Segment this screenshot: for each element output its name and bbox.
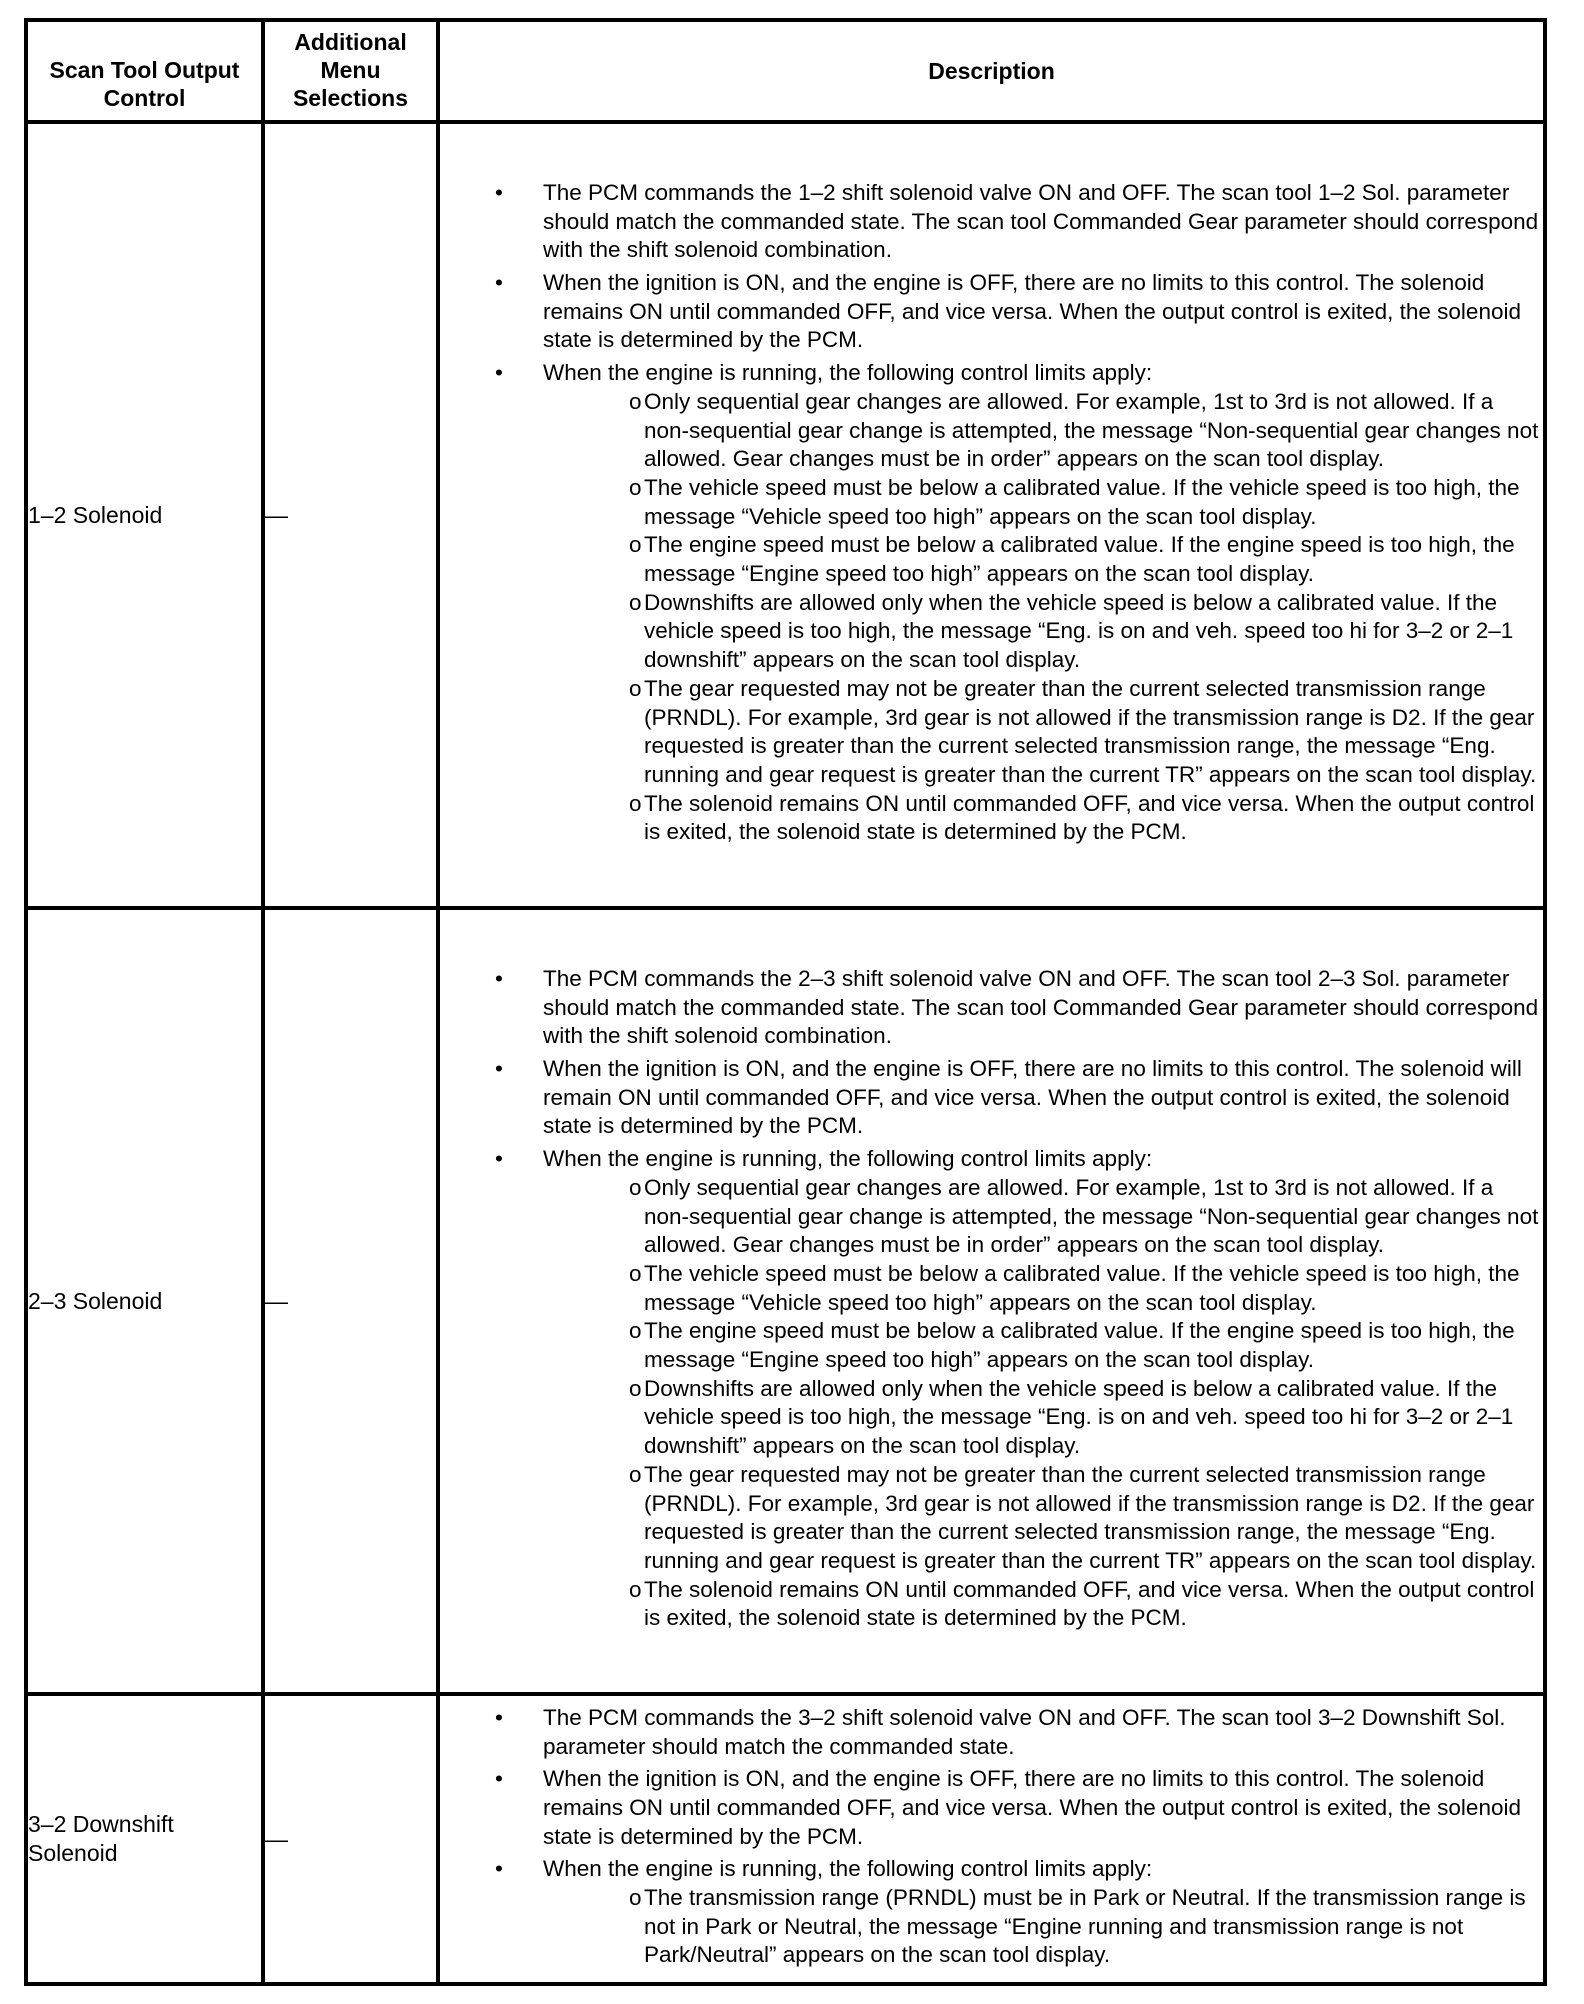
menu-selection: — [263, 908, 438, 1694]
sub-bullet-item: o The vehicle speed must be below a calibrated value. If the vehicle speed is too high, the message “Vehicle speed too high” appears on the scan tool display. [629, 474, 1520, 529]
table-row [26, 122, 1545, 908]
sub-bullet-item: o The vehicle speed must be below a calibrated value. If the vehicle speed is too high, the message “Vehicle speed too high” appears on the scan tool display. [629, 1260, 1520, 1315]
bullet-item: • When the ignition is ON, and the engine is OFF, there are no limits to this control. The solenoid remains ON until commanded OFF, and vice versa. When the output control is exited, the solenoid state is determined by the PCM. [495, 1766, 1521, 1849]
sub-bullet-item: o The engine speed must be below a calibrated value. If the engine speed is too high, the message “Engine speed too high” appears on the scan tool display. [629, 532, 1515, 587]
bullet-item: • When the engine is running, the following control limits apply: o Only sequential gear changes are allowed. For example, 1st to 3rd is not allowed. If a non-sequential gear change is attempted, the message “Non-sequential gear changes not allowed. Gear changes must be in order” appears on the scan tool display. o The vehicle speed must be below a calibrated value. If the vehicle speed is too high, the message “Vehicle speed too high” appears on the scan tool display. o The engine speed must be below a calibrated value. If the engine speed is too high, the message “Engine speed too high” appears on the scan tool display. o Downshifts are allowed only when the vehicle speed is below a calibrated value. If the vehicle speed is too high, the message “Eng. is on and veh. speed too hi for 3–2 or 2–1 downshift” appears on the scan tool display. o The gear requested may not be greater than the current selected transmission range (PRNDL). For example, 3rd gear is not allowed if the transmission range is D2. If the gear requested is greater than the current selected transmission range, the message “Eng. running and gear request is greater than the current TR” appears on the scan tool display. o The solenoid remains ON until commanded OFF, and vice versa. When the output control is exited, the solenoid state is determined by the PCM. [440, 359, 1543, 847]
output-control-table [24, 18, 1547, 1986]
bullet-item: • When the ignition is ON, and the engine is OFF, there are no limits to this control. The solenoid remains ON until commanded OFF, and vice versa. When the output control is exited, the solenoid state is determined by the PCM. [495, 270, 1521, 353]
sub-bullet-item: o The solenoid remains ON until commanded OFF, and vice versa. When the output control is exited, the solenoid state is determined by the PCM. [629, 790, 1535, 845]
sub-bullet-item: o The engine speed must be below a calibrated value. If the engine speed is too high, the message “Engine speed too high” appears on the scan tool display. [629, 1318, 1515, 1373]
description-cell [438, 1694, 1545, 1984]
menu-selection: — [263, 1694, 438, 1984]
table-row [26, 1694, 1545, 1984]
table-row [26, 908, 1545, 1694]
sub-bullet-item: o Only sequential gear changes are allowed. For example, 1st to 3rd is not allowed. If a non-sequential gear change is attempted, the message “Non-sequential gear changes not allowed. Gear changes must be in order” appears on the scan tool display. [629, 388, 1539, 472]
sub-bullet-item: o The gear requested may not be greater than the current selected transmission range (PRNDL). For example, 3rd gear is not allowed if the transmission range is D2. If the gear requested is greater than the current selected transmission range, the message “Eng. running and gear request is greater than the current TR” appears on the scan tool display. [629, 675, 1537, 787]
bullet-item: • When the engine is running, the following control limits apply: o Only sequential gear changes are allowed. For example, 1st to 3rd is not allowed. If a non-sequential gear change is attempted, the message “Non-sequential gear changes not allowed. Gear changes must be in order” appears on the scan tool display. o The vehicle speed must be below a calibrated value. If the vehicle speed is too high, the message “Vehicle speed too high” appears on the scan tool display. o The engine speed must be below a calibrated value. If the engine speed is too high, the message “Engine speed too high” appears on the scan tool display. o Downshifts are allowed only when the vehicle speed is below a calibrated value. If the vehicle speed is too high, the message “Eng. is on and veh. speed too hi for 3–2 or 2–1 downshift” appears on the scan tool display. o The gear requested may not be greater than the current selected transmission range (PRNDL). For example, 3rd gear is not allowed if the transmission range is D2. If the gear requested is greater than the current selected transmission range, the message “Eng. running and gear request is greater than the current TR” appears on the scan tool display. o The solenoid remains ON until commanded OFF, and vice versa. When the output control is exited, the solenoid state is determined by the PCM. [440, 1145, 1543, 1633]
control-name: 2–3 Solenoid [26, 908, 263, 1694]
sub-bullet-item: o Downshifts are allowed only when the vehicle speed is below a calibrated value. If the vehicle speed is too high, the message “Eng. is on and veh. speed too hi for 3–2 or 2–1 downshift” appears on the scan tool display. [629, 1375, 1514, 1459]
header-row [26, 20, 1545, 122]
bullet-item: • The PCM commands the 3–2 shift solenoid valve ON and OFF. The scan tool 3–2 Downshift Sol. parameter should match the commanded state. [495, 1704, 1506, 1759]
sub-bullet-item: o Downshifts are allowed only when the vehicle speed is below a calibrated value. If the vehicle speed is too high, the message “Eng. is on and veh. speed too hi for 3–2 or 2–1 downshift” appears on the scan tool display. [629, 589, 1514, 673]
description-cell [438, 122, 1545, 908]
description-cell [438, 908, 1545, 1694]
control-name: 1–2 Solenoid [26, 122, 263, 908]
bullet-item: • When the engine is running, the following control limits apply: o The transmission range (PRNDL) must be in Park or Neutral. If the transmission range is not in Park or Neutral, the message “Engine running and transmission range is not Park/Neutral” appears on the scan tool display. [440, 1855, 1543, 1970]
header-control: Scan Tool Output Control [26, 20, 263, 122]
sub-bullet-item: o The gear requested may not be greater than the current selected transmission range (PRNDL). For example, 3rd gear is not allowed if the transmission range is D2. If the gear requested is greater than the current selected transmission range, the message “Eng. running and gear request is greater than the current TR” appears on the scan tool display. [629, 1461, 1537, 1573]
sub-bullet-item: o The transmission range (PRNDL) must be in Park or Neutral. If the transmission range is not in Park or Neutral, the message “Engine running and transmission range is not Park/Neutral” appears on the scan tool display. [629, 1885, 1526, 1968]
sub-bullet-item: o The solenoid remains ON until commanded OFF, and vice versa. When the output control is exited, the solenoid state is determined by the PCM. [629, 1576, 1535, 1631]
bullet-item: • When the ignition is ON, and the engine is OFF, there are no limits to this control. The solenoid will remain ON until commanded OFF, and vice versa. When the output control is exited, the solenoid state is determined by the PCM. [495, 1056, 1522, 1139]
bullet-item: • The PCM commands the 1–2 shift solenoid valve ON and OFF. The scan tool 1–2 Sol. parameter should match the commanded state. The scan tool Commanded Gear parameter should correspond with the shift solenoid combination. [495, 179, 1539, 263]
sub-bullet-item: o Only sequential gear changes are allowed. For example, 1st to 3rd is not allowed. If a non-sequential gear change is attempted, the message “Non-sequential gear changes not allowed. Gear changes must be in order” appears on the scan tool display. [629, 1174, 1539, 1258]
control-name: 3–2 Downshift Solenoid [26, 1694, 263, 1984]
header-description: Description [438, 20, 1545, 122]
bullet-item: • The PCM commands the 2–3 shift solenoid valve ON and OFF. The scan tool 2–3 Sol. parameter should match the commanded state. The scan tool Commanded Gear parameter should correspond with the shift solenoid combination. [495, 965, 1539, 1049]
menu-selection: — [263, 122, 438, 908]
header-menu: Additional Menu Selections [263, 20, 438, 122]
